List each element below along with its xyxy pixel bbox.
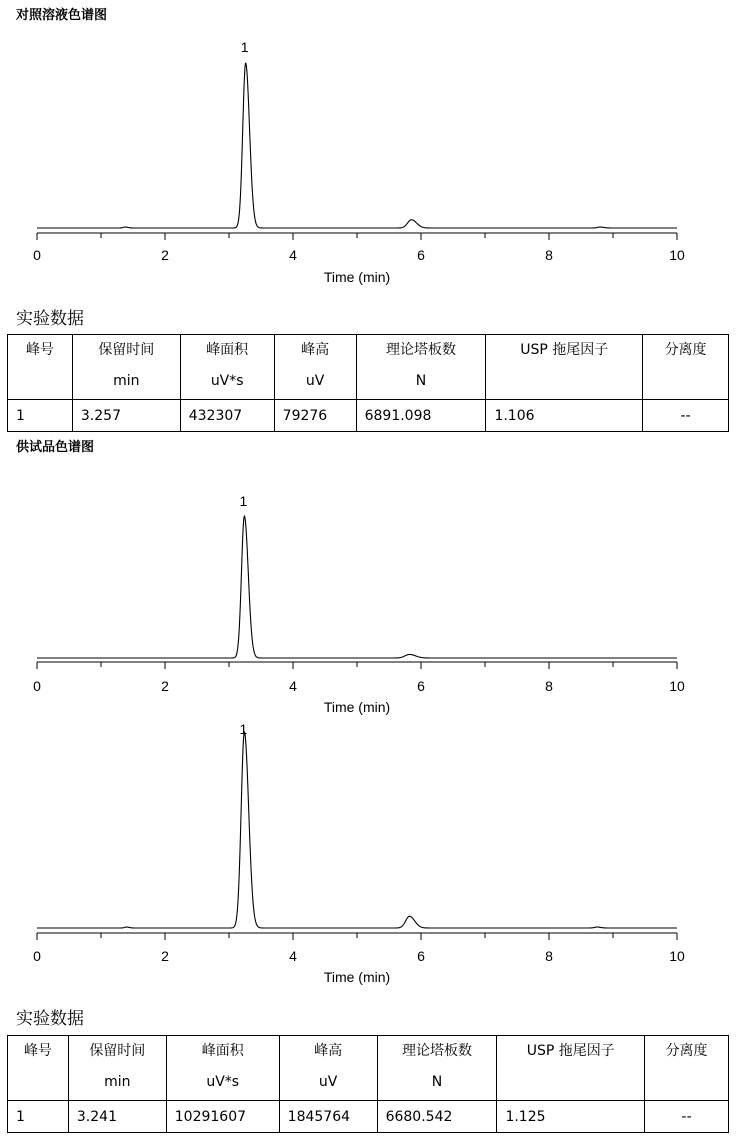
peak-area-cell: 432307 (180, 400, 274, 432)
plate-count-cell: 6680.542 (377, 1101, 497, 1133)
signal-trace (37, 516, 677, 658)
reference-chromatogram (0, 0, 746, 290)
peak-area-cell: 10291607 (166, 1101, 279, 1133)
reference-chromatogram-title: 对照溶液色谱图 (16, 8, 108, 23)
x-axis-label: Time (min) (323, 269, 391, 285)
x-tick-label: 4 (289, 247, 297, 263)
table-header-row (8, 1036, 729, 1101)
peak-label: 1 (239, 493, 248, 509)
x-tick-label: 8 (545, 247, 553, 263)
header-cell: 分离度 (643, 335, 729, 400)
peak-height-cell: 1845764 (279, 1101, 377, 1133)
retention-time-cell: 3.241 (68, 1101, 166, 1133)
x-tick-label: 10 (669, 247, 685, 263)
peak-height-cell: 79276 (274, 400, 356, 432)
x-tick-label: 0 (33, 247, 41, 263)
retention-time-cell: 3.257 (72, 400, 180, 432)
x-tick-label: 8 (545, 948, 553, 964)
plate-count-cell: 6891.098 (356, 400, 486, 432)
header-cell: 峰面积 uV*s (180, 335, 274, 400)
tailing-factor-cell: 1.125 (497, 1101, 645, 1133)
x-tick-label: 6 (417, 948, 425, 964)
header-cell: 峰高 uV (274, 335, 356, 400)
peak-label: 1 (240, 39, 249, 55)
table-row (8, 1101, 729, 1133)
header-cell: 峰号 (8, 335, 73, 400)
x-tick-label: 0 (33, 678, 41, 694)
x-tick-label: 10 (669, 678, 685, 694)
header-cell: 峰面积 uV*s (166, 1036, 279, 1101)
header-cell: 理论塔板数 N (356, 335, 486, 400)
signal-trace (37, 732, 677, 928)
x-tick-label: 2 (161, 948, 169, 964)
header-cell: 峰高 uV (279, 1036, 377, 1101)
x-tick-label: 6 (417, 678, 425, 694)
sample-chromatogram-title: 供试品色谱图 (16, 440, 95, 455)
x-tick-label: 6 (417, 247, 425, 263)
reference-data-title: 实验数据 (16, 309, 84, 329)
sample-results-table (7, 1035, 729, 1133)
table-header-row (8, 335, 729, 400)
x-tick-label: 4 (289, 678, 297, 694)
reference-results-table (7, 334, 729, 432)
resolution-cell: -- (643, 400, 729, 432)
x-tick-label: 2 (161, 678, 169, 694)
x-axis-label: Time (min) (323, 969, 391, 985)
signal-trace (37, 63, 677, 228)
tailing-factor-cell: 1.106 (486, 400, 643, 432)
header-cell: 峰号 (8, 1036, 69, 1101)
header-cell: USP 拖尾因子 (497, 1036, 645, 1101)
peak-number-cell: 1 (8, 1101, 69, 1133)
sample-chromatogram-2 (0, 720, 746, 990)
x-tick-label: 0 (33, 948, 41, 964)
x-axis-label: Time (min) (323, 699, 391, 715)
x-tick-label: 4 (289, 948, 297, 964)
header-cell: 理论塔板数 N (377, 1036, 497, 1101)
x-tick-label: 2 (161, 247, 169, 263)
sample-data-title: 实验数据 (16, 1009, 84, 1029)
header-cell: 保留时间 min (72, 335, 180, 400)
x-tick-label: 8 (545, 678, 553, 694)
header-cell: 分离度 (645, 1036, 729, 1101)
header-cell: USP 拖尾因子 (486, 335, 643, 400)
peak-label: 1 (239, 721, 248, 737)
header-cell: 保留时间 min (68, 1036, 166, 1101)
resolution-cell: -- (645, 1101, 729, 1133)
sample-chromatogram-1 (0, 440, 746, 720)
table-row (8, 400, 729, 432)
peak-number-cell: 1 (8, 400, 73, 432)
x-tick-label: 10 (669, 948, 685, 964)
